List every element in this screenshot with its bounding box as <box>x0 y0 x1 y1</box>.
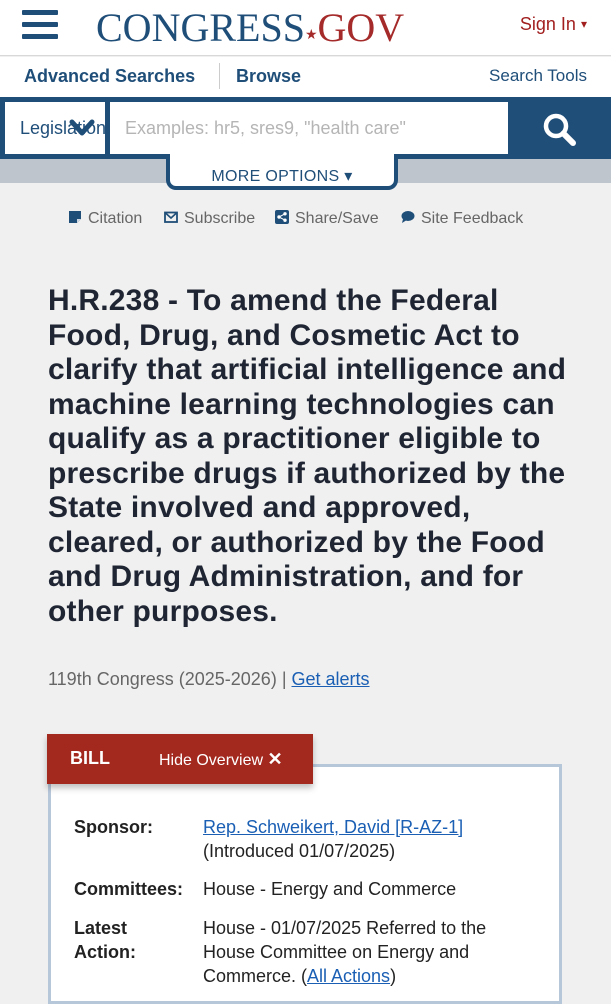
logo-star-icon: ★ <box>304 28 318 43</box>
chevron-down-icon <box>69 118 95 138</box>
committees-label: Committees: <box>74 879 184 899</box>
citation-label: Citation <box>88 210 143 227</box>
search-bar <box>0 97 611 159</box>
citation-icon <box>68 210 82 224</box>
top-bar <box>0 0 611 56</box>
menu-icon[interactable] <box>22 10 58 40</box>
sponsor-label: Sponsor: <box>74 817 153 837</box>
latest-label-line2: Action: <box>74 942 136 962</box>
all-actions-link[interactable]: All Actions <box>307 966 391 986</box>
search-button[interactable] <box>513 102 606 154</box>
congress-session: 119th Congress (2025-2026) | <box>48 669 292 689</box>
logo-main-text: CONGRESS <box>96 5 305 50</box>
search-scope-select[interactable] <box>5 102 105 154</box>
search-scope-value: Legislation <box>20 118 107 138</box>
site-feedback-link[interactable] <box>401 210 523 228</box>
hide-overview-button[interactable] <box>159 749 283 770</box>
more-options-button[interactable] <box>166 154 398 190</box>
committees-value: House - Energy and Commerce <box>203 879 457 899</box>
nav-divider <box>219 63 220 89</box>
close-icon: ✕ <box>267 749 283 769</box>
share-icon <box>275 210 289 224</box>
logo-suffix-text: GOV <box>317 5 405 50</box>
overview-tab <box>47 734 313 784</box>
subscribe-label: Subscribe <box>184 210 256 227</box>
chevron-down-icon: ▾ <box>344 168 353 185</box>
search-tools-link[interactable]: Search Tools <box>489 66 587 85</box>
sub-navigation <box>0 57 611 97</box>
latest-action-value <box>203 916 513 988</box>
sign-in-label: Sign In <box>519 14 576 34</box>
citation-link[interactable] <box>68 210 142 228</box>
latest-action-close: ) <box>390 966 397 986</box>
sponsor-link[interactable]: Rep. Schweikert, David [R-AZ-1] <box>203 817 464 837</box>
page-title: H.R.238 - To amend the Federal Food, Drug, and Cosmetic Act to clarify that artificial intelligence and machine learning technologies can qualify as a practitioner eligible to prescribe drugs if authorized by the State involved and approved, cleared, or authorized by the Food and Drug Administration, and for other purposes. <box>48 284 567 628</box>
bill-type-label: BILL <box>70 748 110 768</box>
introduced-date: (Introduced 01/07/2025) <box>203 841 396 861</box>
search-input[interactable] <box>110 102 508 154</box>
hide-overview-label: Hide Overview <box>159 752 264 769</box>
bill-tools <box>68 210 548 232</box>
share-save-label: Share/Save <box>295 210 379 227</box>
sign-in-link[interactable] <box>520 14 587 35</box>
browse-link[interactable]: Browse <box>236 66 302 86</box>
site-feedback-label: Site Feedback <box>421 210 524 227</box>
congress-info <box>48 669 370 690</box>
latest-label-line1: Latest <box>74 918 128 938</box>
latest-action-label <box>74 916 136 964</box>
speech-bubble-icon <box>401 210 415 224</box>
search-icon <box>542 113 578 145</box>
get-alerts-link[interactable]: Get alerts <box>291 669 370 689</box>
sponsor-value <box>203 815 523 863</box>
share-save-link[interactable] <box>275 210 379 228</box>
advanced-searches-link[interactable]: Advanced Searches <box>24 66 196 86</box>
site-logo[interactable] <box>96 4 404 51</box>
envelope-icon <box>164 210 178 224</box>
latest-action-text: House - 01/07/2025 Referred to the House Committee on Energy and Commerce. ( <box>203 918 487 986</box>
more-options-label: MORE OPTIONS <box>211 168 340 185</box>
caret-down-icon: ▾ <box>580 17 587 31</box>
subscribe-link[interactable] <box>164 210 255 228</box>
